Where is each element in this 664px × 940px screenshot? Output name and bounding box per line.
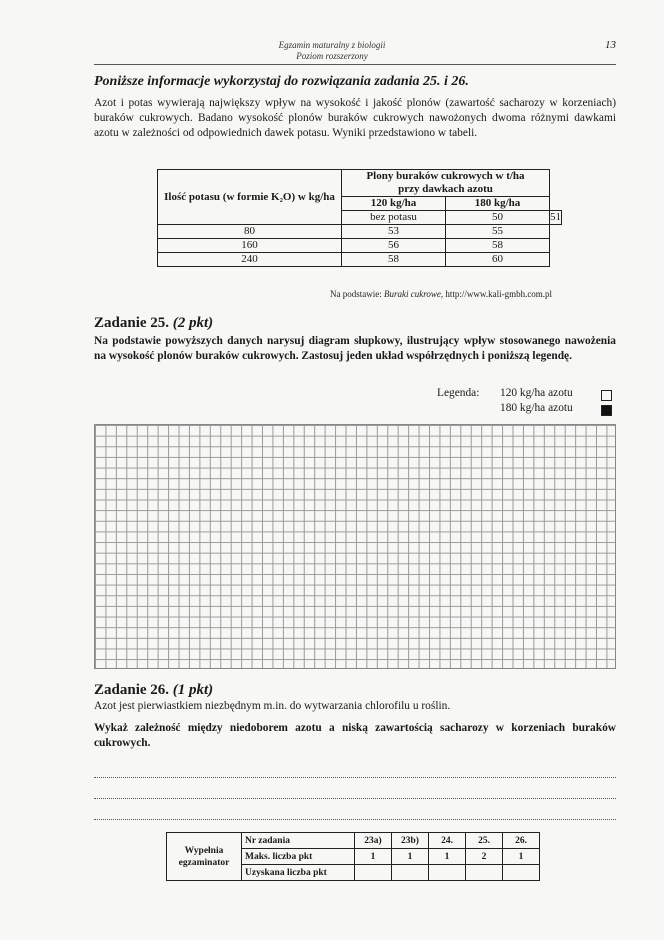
task26-instruction: Wykaż zależność między niedoborem azotu a niską zawartością sacharozy w korzeniach buraków cukrowych.	[94, 722, 616, 749]
yield-table	[157, 169, 562, 267]
task-number: 23a)	[355, 833, 392, 849]
cell-potas: 80	[158, 225, 342, 239]
score-cell[interactable]	[355, 865, 392, 881]
cell-n180: 51	[550, 211, 561, 223]
max-points: 1	[429, 849, 466, 865]
cell-n180: 58	[446, 239, 550, 253]
exam-level: Poziom rozszerzony	[296, 51, 368, 61]
table-row	[158, 225, 562, 239]
task26-text: Azot jest pierwiastkiem niezbędnym m.in. do wytwarzania chlorofilu u roślin.	[94, 700, 451, 712]
task25-title	[94, 315, 213, 332]
sub-header-120: 120 kg/ha	[342, 197, 446, 211]
yield-group-header: Plony buraków cukrowych w t/ha przy dawkach azotu	[342, 170, 550, 197]
task25-label: Zadanie 25.	[94, 315, 173, 331]
sub-header-180: 180 kg/ha	[446, 197, 550, 211]
score-cell[interactable]	[503, 865, 540, 881]
cell-n120: 58	[342, 253, 446, 267]
col-potas-header: Ilość potasu (w formie K₂O) w kg/ha	[158, 170, 342, 225]
task25-points: (2 pkt)	[172, 315, 214, 331]
source-prefix: Na podstawie:	[330, 289, 384, 299]
cell-potas: bez potasu	[342, 211, 446, 225]
score-row-label: Nr zadania	[242, 833, 355, 849]
score-cell[interactable]	[392, 865, 429, 881]
legend-item-180: 180 kg/ha azotu	[500, 402, 573, 414]
task-number: 26.	[503, 833, 540, 849]
header-rule	[94, 64, 616, 65]
intro-heading: Poniższe informacje wykorzystaj do rozwiązania zadania 25. i 26.	[94, 74, 469, 89]
task25-instruction: Na podstawie powyższych danych narysuj diagram słupkowy, ilustrujący wpływ stosowanego nawożenia na wysokość plonów buraków cukrowych. Zastosuj jeden układ współrzędnych i poniższą legendę.	[94, 335, 616, 362]
cell-potas: 160	[158, 239, 342, 253]
answer-line[interactable]	[94, 798, 616, 800]
max-points: 1	[503, 849, 540, 865]
cell-n180: 60	[446, 253, 550, 267]
answer-line[interactable]	[94, 819, 616, 821]
task26-title	[94, 682, 213, 699]
source-suffix: , http://www.kali-gmbh.com.pl	[440, 289, 553, 299]
legend-label: Legenda:	[437, 387, 480, 399]
task-number: 24.	[429, 833, 466, 849]
legend-item-120: 120 kg/ha azotu	[500, 387, 573, 399]
score-table	[166, 832, 540, 881]
score-side-label: Wypełnia egzaminator	[167, 833, 242, 881]
max-points: 1	[355, 849, 392, 865]
task-number: 25.	[466, 833, 503, 849]
answer-line[interactable]	[94, 777, 616, 779]
score-row-label: Maks. liczba pkt	[242, 849, 355, 865]
legend-empty-square-icon	[601, 390, 612, 401]
cell-n120: 53	[342, 225, 446, 239]
score-cell[interactable]	[429, 865, 466, 881]
cell-n180: 55	[446, 225, 550, 239]
table-row	[158, 239, 562, 253]
intro-text: Azot i potas wywierają największy wpływ na wysokość i jakość plonów (zawartość sacharozy w korzeniach) buraków cukrowych. Badano wysokość plonów buraków cukrowych nawożonych dwoma różnymi dawkami azotu w zależności od odpowiednich dawek potasu. Wyniki przedstawiono w tabeli.	[94, 97, 616, 139]
table-row	[158, 253, 562, 267]
legend-filled-square-icon	[601, 405, 612, 416]
max-points: 2	[466, 849, 503, 865]
score-cell[interactable]	[466, 865, 503, 881]
cell-n120: 50	[446, 211, 550, 225]
exam-title: Egzamin maturalny z biologii	[278, 40, 386, 50]
cell-n120: 56	[342, 239, 446, 253]
task-number: 23b)	[392, 833, 429, 849]
source-title: Buraki cukrowe	[384, 289, 441, 299]
task26-label: Zadanie 26.	[94, 682, 173, 698]
drawing-grid[interactable]	[94, 424, 616, 669]
source-citation	[330, 289, 552, 299]
task26-points: (1 pkt)	[172, 682, 214, 698]
score-row-label: Uzyskana liczba pkt	[242, 865, 355, 881]
cell-potas: 240	[158, 253, 342, 267]
max-points: 1	[392, 849, 429, 865]
page-number: 13	[605, 39, 616, 51]
